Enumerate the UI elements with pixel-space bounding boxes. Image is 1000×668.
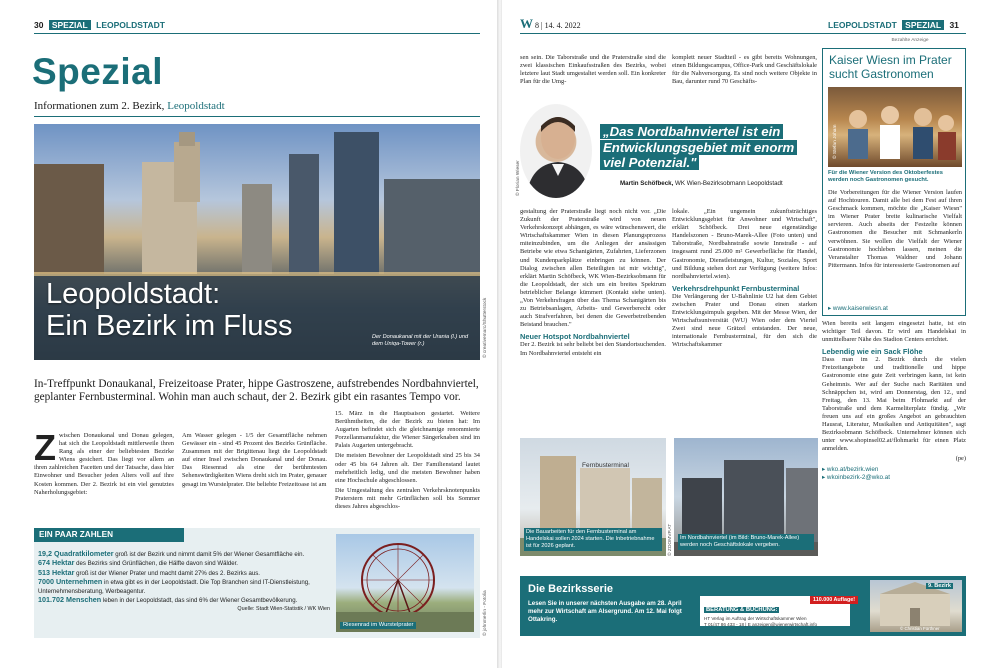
hero-photo — [34, 124, 480, 360]
left-page-header — [34, 20, 165, 30]
quote-block — [516, 104, 818, 204]
left-col3-p1: 15. März in die Hauptsaison gestartet. Weitere Berühmtheiten, die der Bezirk zu bieten hat: Im Augarten befindet sich die gleichnamige renommierte Porzellanmanufaktur, die Wiener Sängerknaben sind im Palais Augarten untergebracht. — [335, 410, 480, 450]
ad-title: Kaiser Wiesn im Prater sucht Gastronomen — [829, 53, 952, 81]
kicker-title: Spezial — [32, 51, 163, 92]
left-col3-p3: Die Umgestaltung des zentralen Verkehrsknotenpunkts Praterstern mit mehr Grünflächen soll bis Sommer dieses Jahres abgeschlos- — [335, 486, 480, 511]
left-page — [0, 0, 498, 668]
right-page-header — [828, 20, 959, 30]
left-col1-text: wischen Donaukanal und Donau gelegen, hat sich die Leopoldstadt mittlerweile ihren Rang als einer der beliebtesten Bezirke Wiens gesichert. Das liegt vor allem an ihren zahlreichen Facetten und der Tatsache, dass hier Einwohner und Besucher jeden Alters voll auf ihre Kosten kommen. Der 2. Bezirk ist ein viel genutztes Naherholungsgebiet: — [34, 432, 174, 496]
link-email[interactable]: ▸ wkoinbezirk-2@wko.at — [822, 473, 891, 481]
section-tag: SPEZIAL — [49, 20, 91, 30]
serie-title: Die Bezirksserie — [528, 583, 613, 595]
hero-title-line1: Leopoldstadt: — [46, 278, 221, 310]
serie-map-label: 9. Bezirk — [928, 583, 952, 589]
serie-credit: © Christian Fürthner — [900, 626, 940, 631]
fact-text: groß ist der Wiener Prater und macht damit 27% des 2. Bezirks aus. — [76, 569, 260, 577]
right-page — [502, 0, 1000, 668]
ad-photo-illustration — [828, 87, 962, 167]
lead-paragraph: In-Treffpunkt Donaukanal, Freizeitoase Prater, hippe Gastroszene, aufstrebendes Nordbahnviertel, geplanter Fernbusterminal. Wohin man auch schaut, der 2. Bezirk gibt ein rasantes Tempo vor. — [34, 378, 479, 404]
ad-text: Die Vorbereitungen für die Wiener Version laufen auf Hochtouren. Damit alle bei dem Fest auf ihren Geschmack kommen, möchte die „Kaiser Wiesn" im Wiener Prater breite kulinarische Vielfalt servieren. Auch abseits der Festzelte können Gastronomen die Besucher mit Schmankerln verwöhnen. Sie wollen die Vielfalt der Wiener Gastronomie hochleben lassen, meinen die Veranstalter Thomas Waldner und Johann Pittermann. Infos für interessierte Gastronomen auf — [828, 189, 962, 269]
facts-source: Quelle: Stadt Wien-Statistik / WK Wien — [237, 606, 330, 613]
hero-title-line2: Ein Bezirk im Fluss — [46, 310, 293, 342]
fact-text: in etwa gibt es in der Leopoldstadt. Die Top Branchen sind IT-Dienstleistung, Unternehmensberatung, Werbeagentur. — [38, 579, 310, 595]
fact-item — [38, 559, 330, 568]
right-col2-p2: lokale. „Ein ungemein zukunftsträchtiges Entwicklungsgebiet für Anwohner und Wirtschaft", erklärt Schöfbeck. Drei neue eigenständige Handelszonen - Bruno-Marek-Allee (Foto unten) und Taborstraße, Nordbahnstraße sowie Innstraße - auf insgesamt rund 25.000 m² Gewerbefläche für Handel, Gastronomie, Dienstleistungen, Kultur, Soziales, Sport und Bildung stehen dort zur Verfügung (weitere Infos: nordbahnviertel.wien). — [672, 208, 817, 280]
serie-box-line2: T 01/47 86 433 - 18 | E anzeigen@wienerwirtschaft.info — [704, 622, 818, 627]
subhead-hotspot: Neuer Hotspot Nordbahnviertel — [520, 332, 630, 342]
right-col1-p1: sen sein. Die Taborstraße und die Praterstraße sind die zwei klassischen Einkaufsstraßen des Bezirks, wobei letztere laut Stadt umgestaltet werden soll. Ein konkreter Plan für die Umg- — [520, 54, 666, 86]
right-col1-p3: Der 2. Bezirk ist sehr beliebt bei den Standortsuchenden. Im Nordbahnviertel entsteht ein — [520, 341, 666, 357]
right-col1-p2: gestaltung der Praterstraße liegt noch nicht vor. „Die Zukunft der Praterstraße wird von neuen Verkehrskonzept abhängen, es wäre wünschenswert, die Wirtschaftskammer Wien in diesen Planungsprozess miteinzubinden, um die Anliegen der ansässigen Betriebe wie etwa Schanigärten, Zufahrten, Lieferzonen und Kundenparkplätze einbringen zu können. Der Dialog zwischen allen Beteiligten ist mir wichtig", erklärt Martin Schöfbeck, WK Wien-Bezirksobmann für die Leopoldstadt, der sich um ein breites Spektrum betrieblicher Belange kümmert (Kontakt siehe unten). „Von Verkehrsfragen über das Thema Schanigärten bis zu Betriebsanlagen, Arbeits- und Gewerberecht oder auch Strafverfahren, bei denen die Gewerbetreibenden Beistand brauchen." — [520, 208, 666, 329]
ad-photo — [828, 87, 962, 167]
wirtschaft-logo: W — [520, 16, 533, 31]
bruno-marek-photo — [674, 438, 818, 556]
left-col3-p2: Die meisten Bewohner der Leopoldstadt sind 25 bis 34 oder 45 bis 64 Jahren alt. Der Familienstand lautet mehrheitlich ledig, und die meisten Bewohner haben eine Hochschule abgeschlossen. — [335, 452, 480, 484]
right-col3-p1: Wien bereits seit langem eingesetzt hatte, ist ein wichtiger Teil davon. Er wird am Handelskai in unmittelbarer Nähe des Stadion Centers errichtet. — [822, 320, 966, 344]
subhead-floehe: Lebendig wie ein Sack Flöhe — [822, 347, 923, 357]
section-subtitle — [34, 100, 225, 112]
portrait-photo — [520, 104, 592, 198]
facts-list — [38, 550, 330, 614]
issue-number: 8 — [535, 21, 539, 30]
portrait-illustration — [520, 104, 592, 198]
bruno-marek-caption: Im Nordbahnviertel (im Bild: Bruno-Marek-Allee) werden noch Geschäftslokale vergeben. — [678, 534, 814, 550]
right-col2-p1: komplett neuer Stadtteil - es gibt bereits Wohnungen, einen Bildungscampus, Office-Park und Geschäftslokale für die Nahversorgung. Es sind noch weitere Objekte in Bau, darunter rund 70 Geschäfts- — [672, 54, 817, 86]
serie-text: Lesen Sie in unserer nächsten Ausgabe am 28. April mehr zur Wirtschaft am Alsergrund. Am 12. Mai folgt Ottakring. — [528, 600, 682, 623]
left-column-3 — [335, 382, 480, 513]
fernbus-credit: © ZOOMVP.AT — [668, 523, 673, 556]
district-label: LEOPOLDSTADT — [96, 20, 165, 30]
subtitle-prefix: Informationen zum 2. Bezirk, — [34, 100, 165, 112]
riesenrad-photo — [336, 534, 474, 632]
section-tag: SPEZIAL — [902, 20, 944, 30]
right-column-3 — [822, 320, 966, 482]
right-col3-p2: Dass man im 2. Bezirk durch die vielen Freizeitangebote und traditionelle und hippe Gastronomie eine gute Zeit verbringen kann, ist kein Geheimnis. Wer auf der Suche nach Raritäten und Schnäppchen ist, wird am Donnerstag, den 12., und Freitag, den 13. Mai beim Flohmarkt auf der Taborstraße und dem Karmeliterplatz fündig. „Wir freuen uns auf ein großes Angebot an gebrauchten Hausrat, Literatur, Musikalien und Antiquitäten", sagt Bezirksobmann Schöfbeck. Unternehmer können sich unter www.shopinsel02.at/flohmarkt für einen Platz anmelden. — [822, 356, 966, 453]
ad-photo-caption: Für die Wiener Version des Oktoberfestes werden noch Gastronomen gesucht. — [828, 170, 943, 184]
subtitle-rule — [34, 116, 480, 117]
quote-line: „Das Nordbahnviertel ist ein Entwicklungsgebiet mit enorm viel Potenzial." — [600, 124, 797, 170]
link-email-text[interactable]: wkoinbezirk-2@wko.at — [826, 473, 891, 481]
fact-item — [38, 578, 330, 596]
serie-photo — [870, 580, 962, 632]
ad-photo-credit: © Stefan Joham — [833, 124, 838, 159]
fact-value: 101.702 Menschen — [38, 595, 102, 605]
bezirksserie-banner — [520, 576, 966, 636]
riesenrad-credit: © johnmerlin - Fotolia — [483, 590, 488, 636]
fact-text: groß ist der Bezirk und nimmt damit 5% der Wiener Gesamtfläche ein. — [115, 551, 305, 558]
link-bezirk[interactable]: ▸ wko.at/bezirk.wien — [822, 465, 879, 473]
left-column-2: Am Wasser gelegen - 1/5 der Gesamtfläche nehmen Gewässer ein - sind 45 Prozent des Bezirks Grünfläche. Zusammen mit der Brigittenau liegt die Leopoldstadt auf einer Insel zwischen Donaukanal und der Donau. Das Riesenrad als eine der berühmtesten Sehenswürdigkeiten Wiens dreht sich im Prater, genauer gesagt im Wurstelprater. Die beliebte Freizeitoase ist am — [182, 432, 327, 488]
fact-value: 7000 Unternehmen — [38, 577, 103, 587]
circulation-badge: 110.000 Auflage! — [810, 596, 858, 604]
riesenrad-illustration — [336, 534, 474, 632]
serie-box-label: BERATUNG & BUCHUNG: — [706, 607, 778, 613]
subhead-drehpunkt: Verkehrsdrehpunkt Fernbusterminal — [672, 283, 800, 293]
facts-header: EIN PAAR ZAHLEN — [34, 528, 184, 542]
link-bezirk-text[interactable]: wko.at/bezirk.wien — [826, 465, 879, 473]
right-column-1 — [520, 208, 666, 360]
subtitle-highlight: Leopoldstadt — [167, 100, 225, 112]
quote-text — [600, 124, 818, 171]
ad-link-text[interactable]: www.kaiserwiesn.at — [832, 305, 888, 312]
header-rule — [34, 33, 480, 34]
author-signature: (pe) — [955, 455, 966, 463]
riesenrad-caption: Riesenrad im Wurstelprater — [340, 622, 416, 629]
portrait-credit: © Florian Wieser — [516, 160, 521, 196]
fact-value: 674 Hektar — [38, 558, 75, 568]
issue-date: 14. 4. 2022 — [544, 21, 581, 30]
hero-title — [46, 278, 293, 342]
quote-role: WK Wien-Bezirksobmann Leopoldstadt — [675, 180, 783, 187]
fact-item — [38, 596, 330, 605]
page-number: 31 — [949, 20, 959, 30]
page-number: 30 — [34, 20, 44, 30]
quote-attribution — [620, 180, 783, 187]
facts-box — [34, 528, 480, 638]
fernbus-label: Fernbusterminal — [582, 462, 629, 469]
quote-author: Martin Schöfbeck, — [620, 180, 674, 187]
right-column-2 — [672, 208, 817, 352]
ad-link[interactable]: ▸ www.kaiserwiesn.at — [828, 305, 888, 312]
left-column-1 — [34, 427, 174, 497]
fernbus-photo — [520, 438, 666, 556]
header-rule — [520, 33, 966, 34]
ad-label: Bezahlte Anzeige — [891, 38, 929, 43]
fact-value: 513 Hektar — [38, 567, 75, 577]
fernbus-caption: Die Bauarbeiten für den Fernbusterminal am Handelskai sollen 2024 starten. Die Inbetriebnahme ist für 2026 geplant. — [524, 528, 662, 551]
fact-item — [38, 550, 330, 559]
ad-box — [822, 48, 966, 316]
fact-text: leben in der Leopoldstadt, das sind 6% der Wiener Gesamtbevölkerung. — [102, 597, 298, 605]
fact-value: 19,2 Quadratkilometer — [38, 549, 114, 558]
hero-caption: Der Donaukanal mit der Urania (l.) und dem Uniqa-Tower (r.) — [372, 334, 469, 347]
dropcap: Z — [34, 427, 56, 468]
fact-text: des Bezirks sind Grünflächen, die Hälfte davon sind Wälder. — [76, 560, 238, 568]
issue-info: W 8 | 14. 4. 2022 — [520, 16, 581, 31]
hero-credit: © creativemarc/Shutterstock — [483, 297, 488, 358]
district-label: LEOPOLDSTADT — [828, 20, 897, 30]
right-col2-p3: Die Verlängerung der U-Bahnlinie U2 hat dem Gebiet zwischen Prater und Donau einen starken Entwicklungsimpuls gegeben. Mit der Messe Wien, der Wirtschaftsuniversität (WU) Wien oder dem Viertel Zwei sind neue Grätzel entstanden. Der neue, internationale Fernbusterminal, für den sich die Wirtschaftskammer — [672, 292, 817, 349]
serie-box-line1: HT Verlag im Auftrag der Wirtschaftskammer Wien — [704, 616, 807, 621]
